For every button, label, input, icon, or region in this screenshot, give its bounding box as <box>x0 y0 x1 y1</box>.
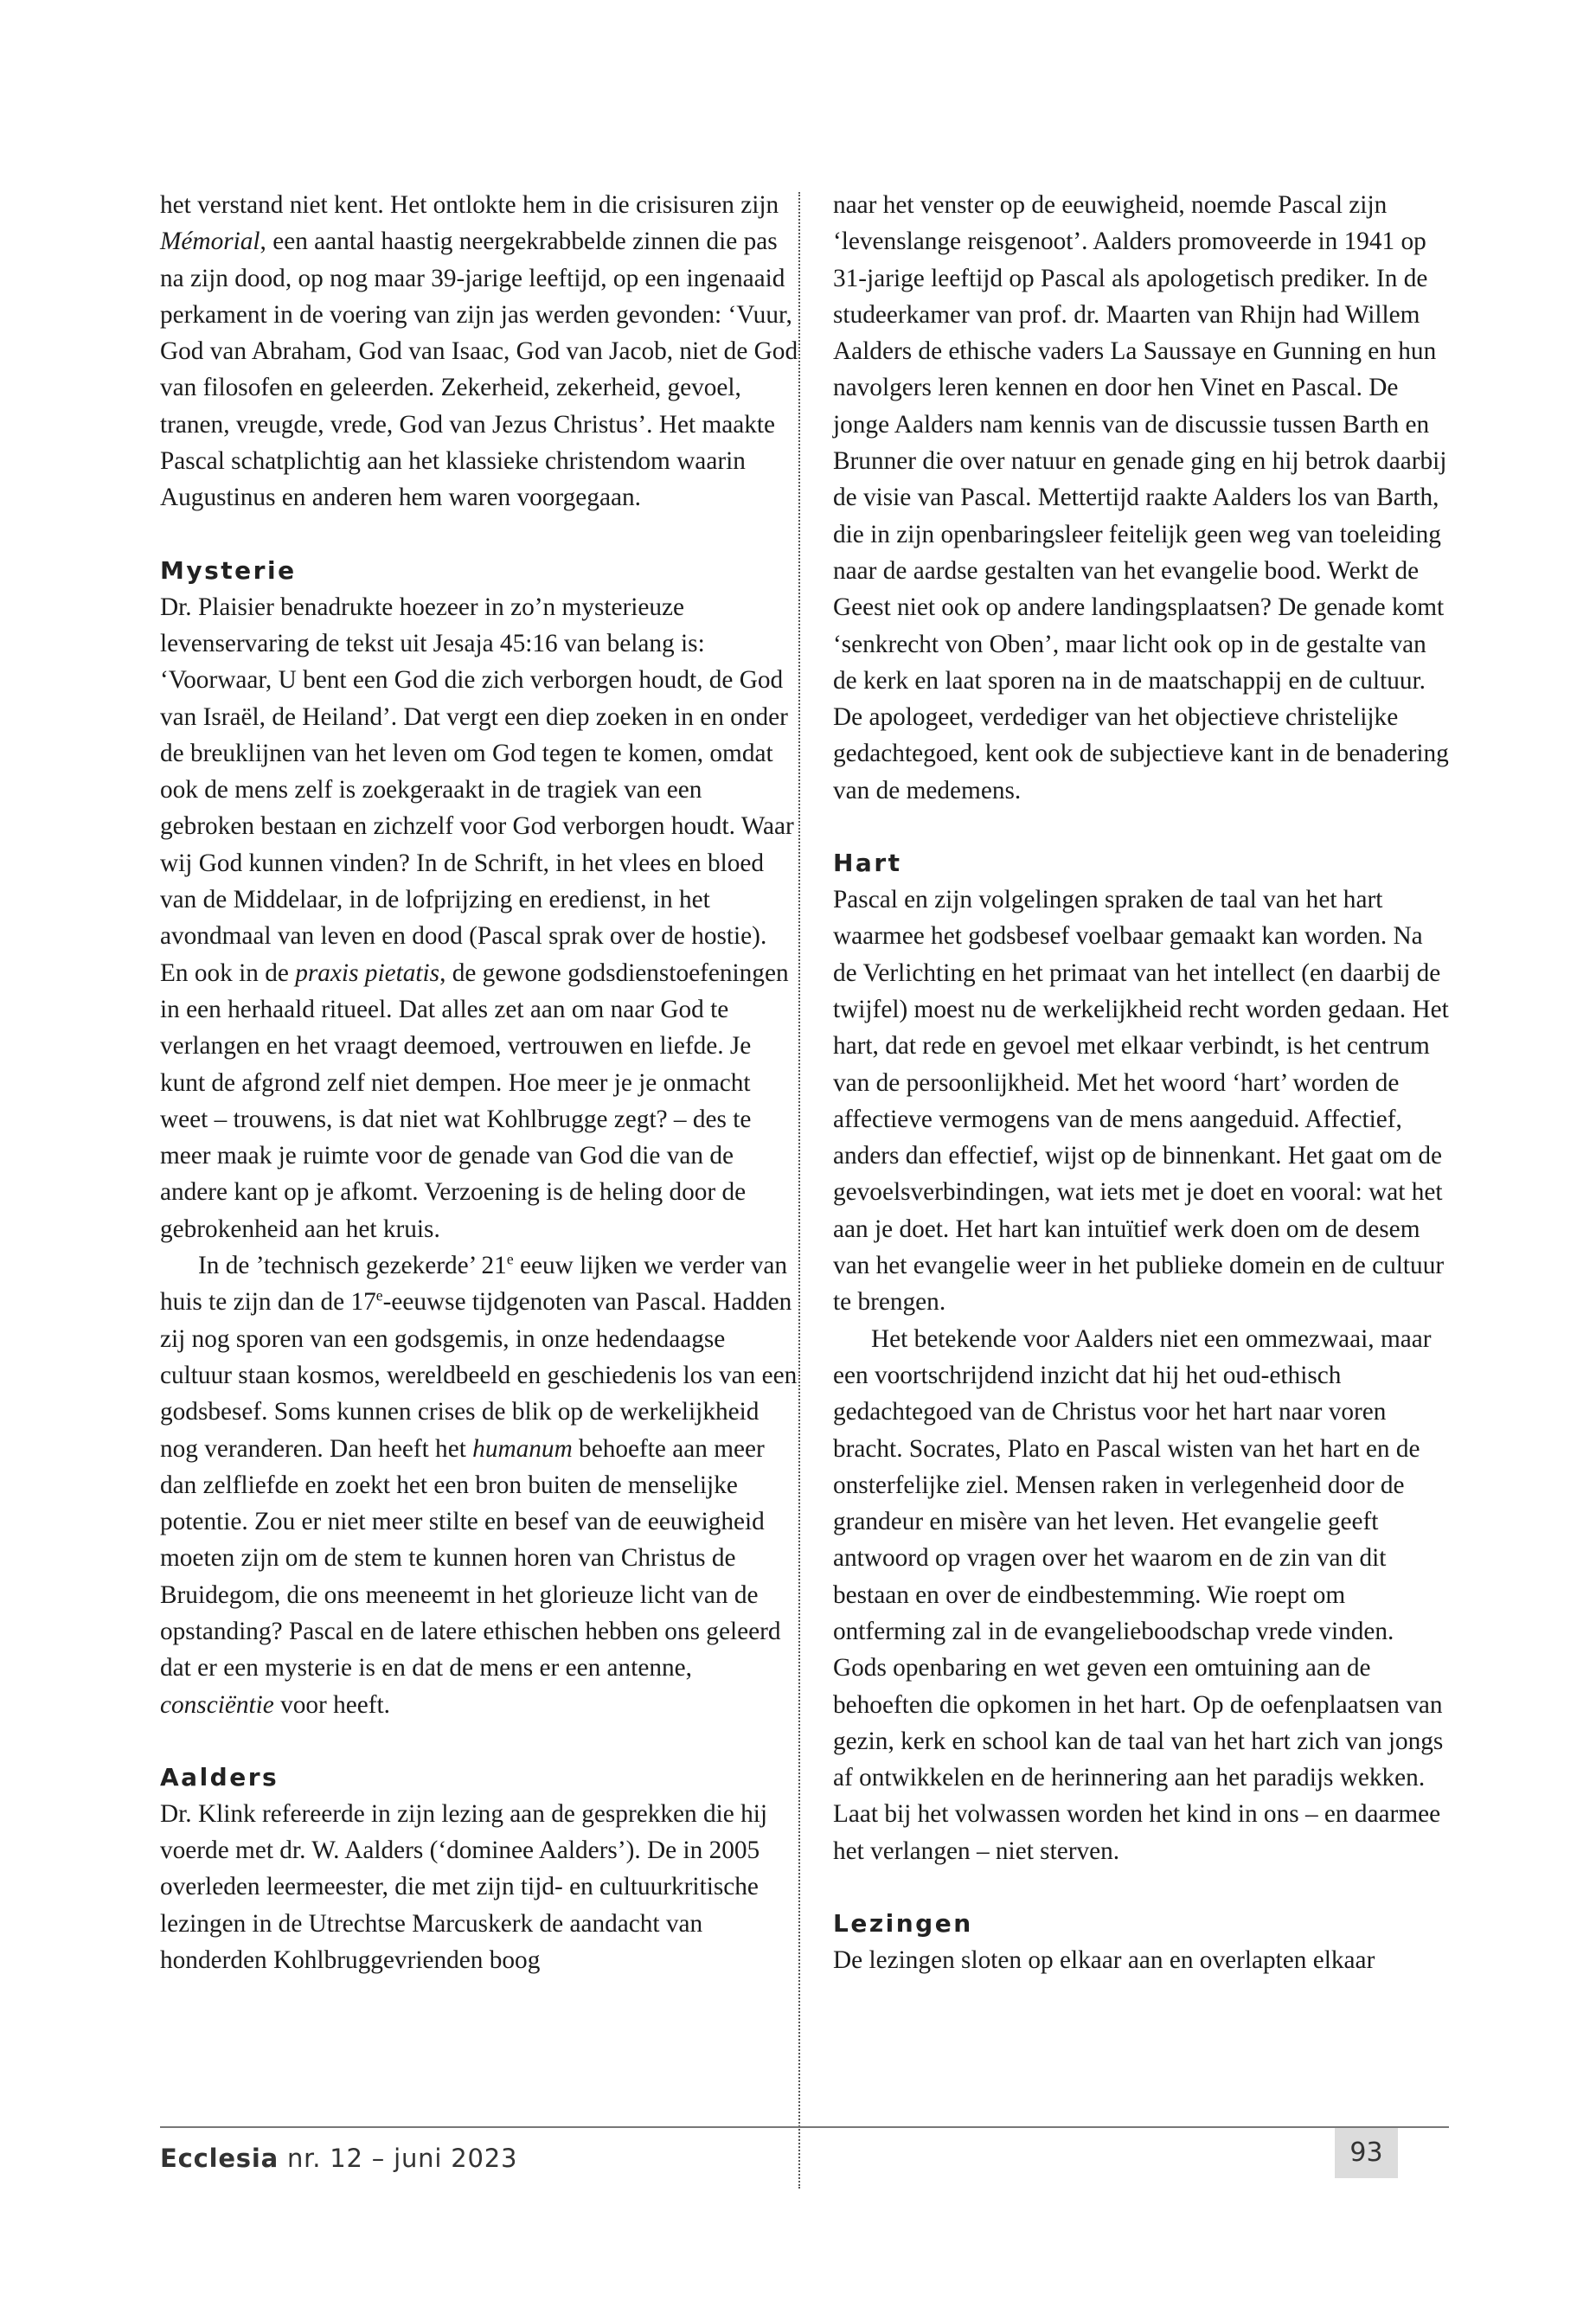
journal-name: Ecclesia <box>160 2144 279 2173</box>
right-paragraph-2: Pascal en zijn volgelingen spraken de taal van het hart waarmee het godsbesef voelbaar gemaakt kan worden. Na de Verlichting en het primaat van het intellect (en daarbij de twijfel) moest nu de werkelijkheid recht worden gedaan. Het hart, dat rede en gevoel met elkaar verbindt, is het centrum van de persoonlijkheid. Met het woord ‘hart’ worden de affectieve vermogens van de mens aangeduid. Affectief, anders dan effectief, wijst op de binnenkant. Het gaat om de gevoelsverbindingen, wat iets met je doet en vooral: wat het aan je doet. Het hart kan intuïtief werk doen om de desem van het evangelie weer in het publieke domein en de cultuur te brengen. <box>833 886 1449 1317</box>
issue-info: nr. 12 – juni 2023 <box>278 2144 518 2173</box>
heading-hart: Hart <box>833 849 902 878</box>
page-number: 93 <box>1335 2128 1398 2178</box>
footer-rule <box>160 2126 1449 2128</box>
right-paragraph-3: Het betekende voor Aalders niet een ommezwaai, maar een voortschrijdend inzicht dat hij het oud-ethisch gedachtegoed van de Christus voor het hart naar voren bracht. Socrates, Plato en Pascal wisten van het hart en de onsterfelijke ziel. Mensen raken in verlegenheid door de grandeur en misère van het leven. Het evangelie geeft antwoord op vragen over het waarom en de zin van dit bestaan en over de eindbestemming. Wie roept om ontferming zal in de evangelieboodschap vrede vinden. Gods openbaring en wet geven een omtuining aan de behoeften die opkomen in het hart. Op de oefenplaatsen van gezin, kerk en school kan de taal van het hart zich van jongs af ontwikkelen en de herinnering aan het paradijs wekken. Laat bij het volwassen worden het kind in ons – en daarmee het verlangen – niet sterven. <box>833 1324 1444 1865</box>
left-column <box>160 187 800 1978</box>
right-paragraph-4: De lezingen sloten op elkaar aan en overlapten elkaar <box>833 1946 1375 1975</box>
heading-mysterie: Mysterie <box>160 555 297 585</box>
right-paragraph-1: naar het venster op de eeuwigheid, noemde Pascal zijn ‘levenslange reisgenoot’. Aalders promoveerde in 1941 op 31-jarige leeftijd op Pascal als apologetisch prediker. In de studeerkamer van prof. dr. Maarten van Rhijn had Willem Aalders de ethische vaders La Saussaye en Gunning en hun navolgers leren kennen en door hen Vinet en Pascal. De jonge Aalders nam kennis van de discussie tussen Barth en Brunner die over natuur en genade ging en hij betrok daarbij de visie van Pascal. Mettertijd raakte Aalders los van Barth, die in zijn openbaringsleer feitelijk geen weg van toeleiding naar de aardse gestalten van het evangelie bood. Werkt de Geest niet ook op andere landingsplaatsen? De genade komt ‘senkrecht von Oben’, maar licht ook op in de gestalte van de kerk en laat sporen na in de maatschappij en de cultuur. De apologeet, verdediger van het objectieve christelijke gedachtegoed, kent ook de subjectieve kant in de benadering van de medemens. <box>833 191 1449 804</box>
footer-citation <box>160 2144 517 2173</box>
left-paragraph-1: het verstand niet kent. Het ontlokte hem in die crisisuren zijn Mémorial, een aantal haastig neergekrabbelde zinnen die pas na zijn dood, op nog maar 39-jarige leeftijd, op een ingenaaid perkament in de voering van zijn jas werden gevonden: ‘Vuur, God van Abraham, God van Isaac, God van Jacob, niet de God van filosofen en geleerden. Zekerheid, zekerheid, gevoel, tranen, vreugde, vrede, God van Jezus Christus’. Het maakte Pascal schatplichtig aan het klassieke christendom waarin Augustinus en anderen hem waren voorgegaan. <box>160 191 798 512</box>
left-paragraph-3: In de ’technisch gezekerde’ 21e eeuw lijken we verder van huis te zijn dan de 17e-eeuwse tijdgenoten van Pascal. Hadden zij nog sporen van een godsgemis, in onze hedendaagse cultuur staan kosmos, wereldbeeld en geschiedenis los van een godsbesef. Soms kunnen crises de blik op de werkelijkheid nog veranderen. Dan heeft het humanum behoefte aan meer dan zelfliefde en zoekt het een bron buiten de menselijke potentie. Zou er niet meer stilte en besef van de eeuwigheid moeten zijn om de stem te kunnen horen van Christus de Bruidegom, die ons meeneemt in het glorieuze licht van de opstanding? Pascal en de latere ethischen hebben ons geleerd dat er een mysterie is en dat de mens er een antenne, consciëntie voor heeft. <box>160 1250 798 1719</box>
right-column <box>833 187 1449 1978</box>
heading-lezingen: Lezingen <box>833 1909 973 1939</box>
heading-aalders: Aalders <box>160 1762 279 1791</box>
left-paragraph-4: Dr. Klink refereerde in zijn lezing aan de gesprekken die hij voerde met dr. W. Aalders (‘dominee Aalders’). De in 2005 overleden leermeester, die met zijn tijd- en cultuurkritische lezingen in de Utrechtse Marcuskerk de aandacht van honderden Kohlbruggevrienden boog <box>160 1799 768 1975</box>
left-paragraph-2: Dr. Plaisier benadrukte hoezeer in zo’n mysterieuze levenservaring de tekst uit Jesaja 45:16 van belang is: ‘Voorwaar, U bent een God die zich verborgen houdt, de God van Israël, de Heiland’. Dat vergt een diep zoeken in en onder de breuklijnen van het leven om God tegen te komen, omdat ook de mens zelf is zoekgeraakt in de tragiek van een gebroken bestaan en zichzelf voor God verborgen houdt. Waar wij God kunnen vinden? In de Schrift, in het vlees en bloed van de Middelaar, in de lofprijzing en eredienst, in het avondmaal van leven en dood (Pascal sprak over de hostie). En ook in de praxis pietatis, de gewone godsdienstoefeningen in een herhaald ritueel. Dat alles zet aan om naar God te verlangen en het vraagt deemoed, vertrouwen en liefde. Je kunt de afgrond zelf niet dempen. Hoe meer je je onmacht weet – trouwens, is dat niet wat Kohlbrugge zegt? – des te meer maak je ruimte voor de genade van God die van de andere kant op je afkomt. Verzoening is de heling door de gebrokenheid aan het kruis. <box>160 593 794 1243</box>
